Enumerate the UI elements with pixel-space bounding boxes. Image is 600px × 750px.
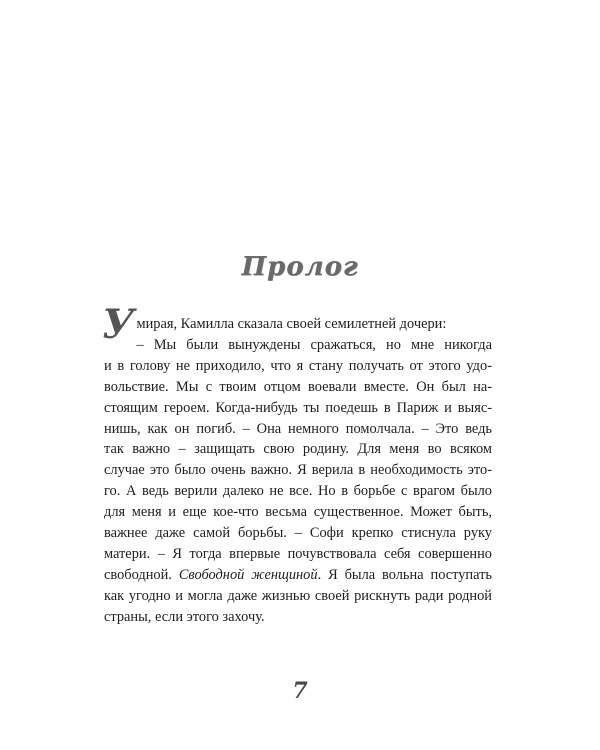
text-line-12: матери. – Я тогда впервые почувствовала себя совершенно (104, 545, 492, 562)
text-line-15: страны, если этого захочу. (104, 608, 265, 625)
text-line-3: и в голову не приходило, что я стану получать от этого удо- (104, 357, 492, 374)
text-line-1: мирая, Камилла сказала своей семилетней дочери: (136, 316, 447, 332)
text-line-7: так важно – защищать свою родину. Для меня во всяком (104, 441, 492, 458)
text-line-4: вольствие. Мы с твоим отцом воевали вместе. Он был на- (104, 378, 492, 395)
text-line-13-end: . Я была вольна поступать (317, 566, 492, 583)
text-line-13 (104, 565, 492, 586)
chapter-title: Пролог (241, 252, 359, 282)
text-line-13-italic: Свободной женщиной (178, 566, 318, 583)
text-line-6: нишь, как он погиб. – Она немного помолчала. – Это ведь (104, 420, 492, 437)
text-line-2: – Мы были вынуждены сражаться, но мне никогда (136, 336, 492, 353)
text-line-14: как угодно и могла даже жизнью своей рискнуть ради родной (104, 587, 492, 604)
text-line-11: важнее даже самой борьбы. – Софи крепко стиснула руку (104, 525, 492, 542)
text-line-10: для меня и еще кое-что весьма существенное. Может быть, (104, 504, 492, 521)
page-number: 7 (292, 678, 308, 704)
text-line-13-start: свободной. (104, 566, 179, 583)
text-line-9: го. А ведь верили далеко не все. Но в борьбе с врагом было (104, 483, 492, 500)
text-line-8: случае это было очень важно. Я верила в необходимость это- (104, 462, 492, 479)
drop-cap: У (102, 301, 135, 348)
text-line-5: стоящим героем. Когда-нибудь ты поедешь в Париж и выяс- (104, 399, 492, 416)
prologue-paragraph (102, 301, 492, 628)
